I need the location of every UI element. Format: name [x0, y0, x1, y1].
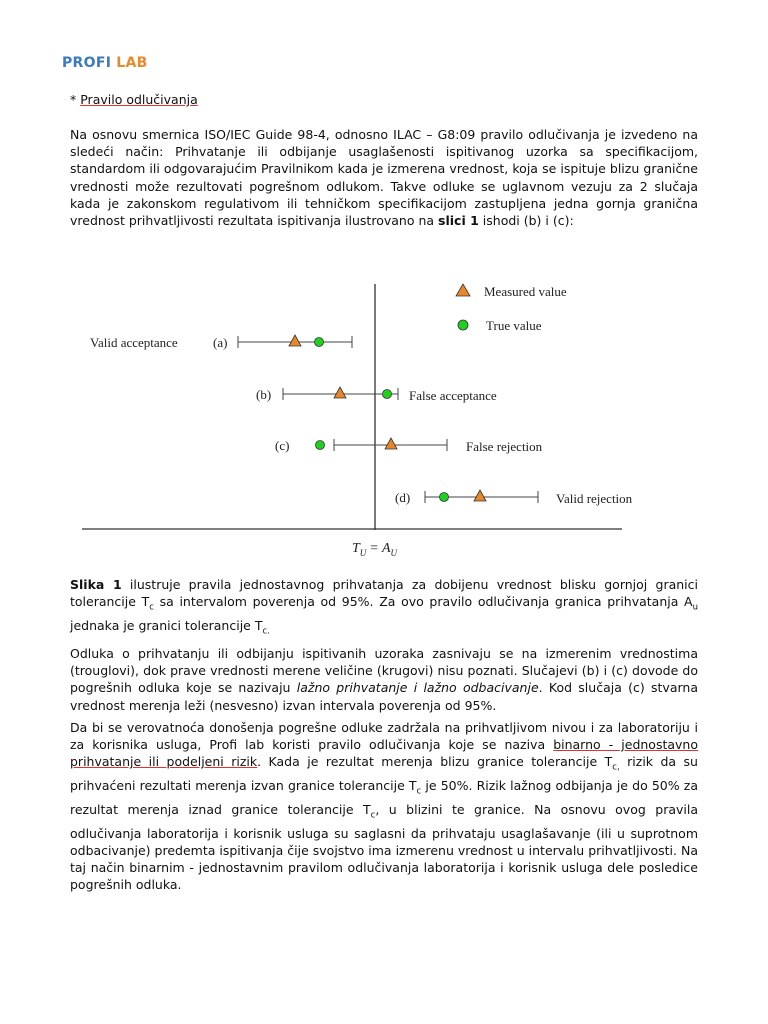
legend-triangle-icon	[456, 284, 470, 296]
caption-bold: Slika 1	[70, 577, 122, 592]
row-b-measured-icon	[334, 387, 346, 398]
brand-lab: LAB	[116, 55, 148, 71]
risk-text-1: Da bi se verovatnoća donošenja pogrešne odluke zadržala na prihvatljivom nivou i za laboratoriju i za korisnika usluga, Profi lab koristi pravilo odlučivanja koje se naziva	[70, 720, 698, 753]
intro-text: Na osnovu smernica ISO/IEC Guide 98-4, odnosno ILAC – G8:09 pravilo odlučivanja je izvedeno na sledeći način: Prihvatanje ili odbijanje usaglašenosti ispitivanog uzorka sa specifikacijom, standardom ili odgovarajućim Pravilnikom kada je izmerena vrednost, koja se ispituje blizu granične vrednosti može rezultovati pogrešnom odlukom. Takve odluke se uglavnom vezuju za 2 slučaja kada je zakonskom regulativom ili tehničkom specifikacijom zastupljena jedna gornja granična vrednost prihvatljivosti rezultata ispitivanja ilustrovano na	[70, 127, 698, 229]
row-d-text: Valid rejection	[556, 491, 633, 506]
decisions-text-1: Odluka o prihvatanju ili odbijanju ispitivanih uzoraka zasnivaju se na izmerenim vrednostima (trouglovi), dok prave vrednosti merene veličine (krugovi) nisu poznati. Slučajevi (b) i (c) dovode do pogrešnih odluka koje se nazivaju	[70, 646, 698, 696]
paragraph-figure-caption	[70, 576, 698, 641]
risk-text-2: . Kada je rezultat merenja blizu granice tolerancije T	[257, 754, 613, 770]
title-bullet: *	[70, 92, 77, 107]
row-d-true-icon	[440, 493, 449, 502]
caption-text-1: ilustruje pravila jednostavnog prihvatanja za dobijenu vrednost blisku gornjoj granici tolerancije T	[70, 577, 698, 610]
row-c-measured-icon	[385, 438, 397, 449]
section-title	[70, 92, 198, 107]
row-a-label: (a)	[213, 335, 228, 350]
intro-tail: ishodi (b) i (c):	[482, 213, 574, 229]
row-c-label: (c)	[275, 438, 290, 453]
axis-tu: T	[352, 541, 360, 556]
row-c-text: False rejection	[466, 439, 543, 454]
legend-measured: Measured value	[484, 284, 567, 299]
risk-text-3: rizik da su prihvaćeni rezultati merenja izvan granice tolerancije T	[70, 754, 698, 794]
risk-sub-1: c,	[612, 762, 620, 773]
row-d-measured-icon	[474, 490, 486, 501]
axis-au-sub: U	[390, 548, 398, 558]
paragraph-risk	[70, 719, 698, 893]
brand-profi: PROFI	[62, 55, 112, 71]
axis-eq: = A	[369, 541, 391, 556]
risk-sub-2: c	[416, 786, 422, 797]
legend-circle-icon	[458, 320, 468, 330]
decisions-text-2: . Kod slučaja (c) stvarna vrednost merenja leži (nesvesno) izvan intervala poverenja od 95%.	[70, 680, 698, 713]
legend-true: True value	[486, 318, 542, 333]
axis-tu-sub: U	[359, 548, 367, 558]
figure-decision-rule	[82, 276, 642, 566]
row-b-text: False acceptance	[409, 388, 497, 403]
axis-label	[352, 541, 398, 558]
risk-text-5: , u blizini te granice. Na osnovu ovog pravila odlučivanja laboratorija i korisnik usluga su saglasni da prihvataju usaglašavanje (ili u suprotnom odbacivanje) predemta ispitivanja čije svojstvo ima izmerenu vrednost u intervalu prihvatljivosti. Na taj način binarnim - jednostavnim pravilom odlučivanja laboratorija i korisnik usluga dele posledice pogrešnih odluka.	[70, 801, 698, 893]
row-b-true-icon	[383, 390, 392, 399]
row-c-true-icon	[316, 441, 325, 450]
row-a-measured-icon	[289, 335, 301, 346]
caption-sub-2: u	[692, 602, 698, 613]
row-d-label: (d)	[395, 490, 411, 505]
risk-sub-3: c	[370, 810, 376, 821]
row-b-label: (b)	[256, 387, 272, 402]
caption-text-3: jednaka je granici tolerancije T	[70, 617, 263, 633]
caption-sub-1: c	[149, 602, 154, 613]
risk-text-4: je 50%. Rizik lažnog odbijanja je do 50% za rezultat merenja iznad granice tolerancije T	[70, 778, 698, 817]
paragraph-intro	[70, 126, 698, 229]
brand-logo	[62, 55, 148, 71]
paragraph-decisions	[70, 645, 698, 714]
risk-underlined-rule: binarno - jednostavno prihvatanje ili podeljeni rizik	[70, 737, 698, 770]
caption-sub-3: c.	[262, 626, 270, 637]
title-text: Pravilo odlučivanja	[80, 92, 198, 107]
row-a-text: Valid acceptance	[90, 335, 178, 350]
decisions-italic: lažno prihvatanje i lažno odbacivanje	[296, 680, 539, 696]
caption-text-2: sa intervalom poverenja od 95%. Za ovo pravilo odlučivanja granica prihvatanja A	[159, 594, 693, 610]
intro-bold-ref: slici 1	[438, 213, 479, 229]
figure-svg	[82, 276, 642, 566]
row-a-true-icon	[315, 338, 324, 347]
